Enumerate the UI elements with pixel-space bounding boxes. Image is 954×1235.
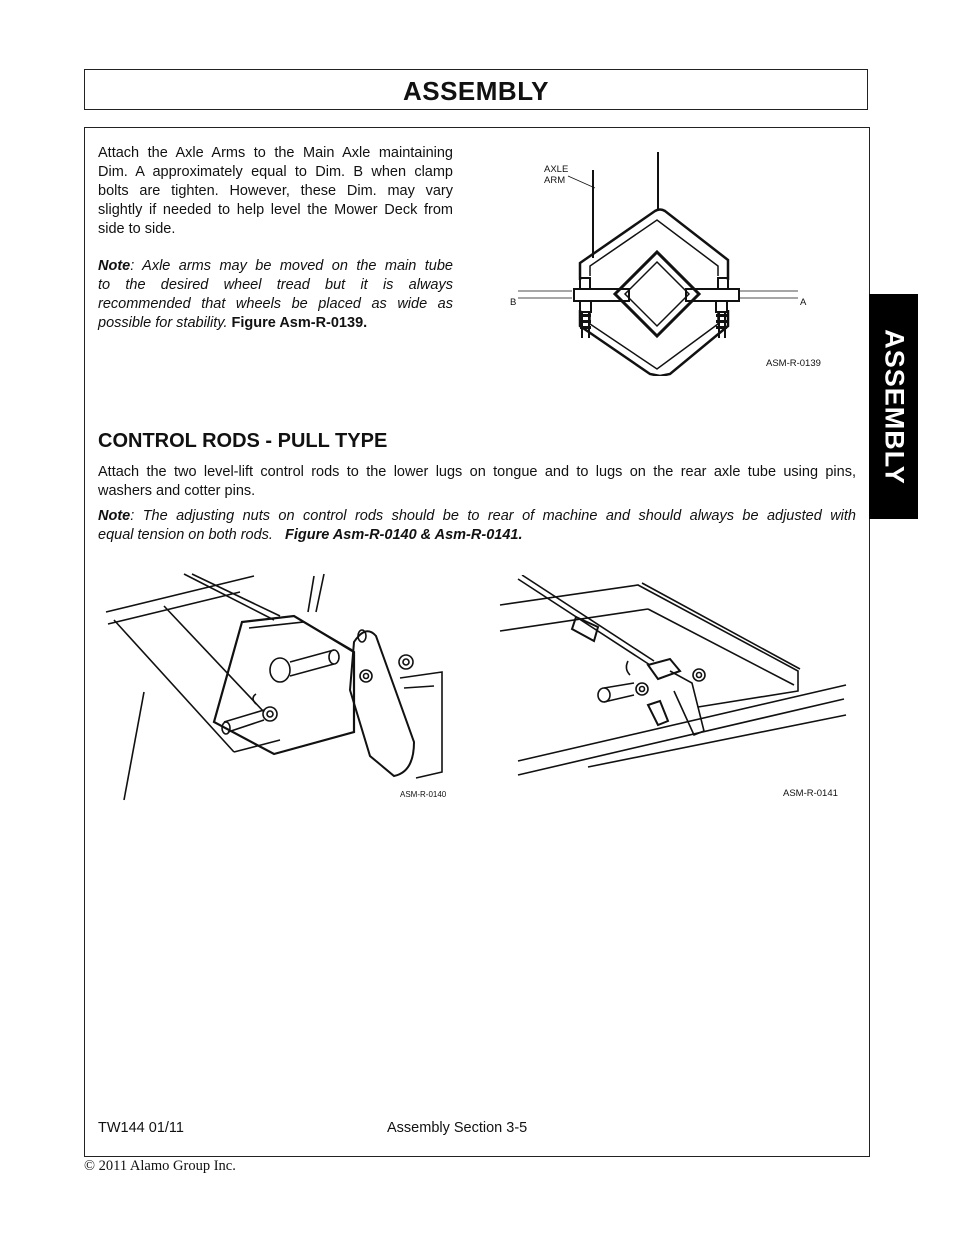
footer-section: Assembly Section 3-5 — [387, 1120, 528, 1136]
control-rods-note — [98, 507, 856, 545]
section-heading: CONTROL RODS - PULL TYPE — [98, 430, 388, 452]
note-text: recommended that wheels be placed as wide as — [98, 296, 453, 312]
note-text: equal tension on both rods. — [98, 527, 273, 543]
note-text: to the desired wheel tread but it is always — [98, 277, 453, 293]
label-axle-arm — [544, 164, 568, 186]
control-rods-paragraph — [98, 463, 856, 501]
label-arm: ARM — [544, 175, 566, 186]
footer-copyright: © 2011 Alamo Group Inc. — [84, 1158, 236, 1174]
figure-caption-0139: ASM-R-0139 — [766, 358, 821, 369]
note-label: Note — [98, 258, 131, 274]
intro-line: side to side. — [98, 221, 176, 237]
intro-line: bolts are tighten. However, these Dim. may vary — [98, 183, 453, 199]
note-text: possible for stability. — [98, 315, 228, 331]
intro-paragraph — [98, 144, 453, 239]
control-rod-axle-figure — [498, 575, 850, 787]
dimension-a-label: A — [800, 297, 807, 308]
intro-note — [98, 257, 453, 333]
intro-line: slightly if needed to help level the Mower Deck from — [98, 202, 453, 218]
note-label: Note — [98, 508, 131, 524]
side-tab-label: ASSEMBLY — [879, 328, 909, 485]
paragraph-line: washers and cotter pins. — [98, 483, 256, 499]
section-side-tab — [869, 294, 918, 519]
footer-model-date: TW144 01/11 — [98, 1120, 184, 1136]
paragraph-line: Attach the two level-lift control rods to the lower lugs on tongue and to lugs on the rear axle tube using pins, — [98, 464, 856, 480]
figure-caption-0141: ASM-R-0141 — [783, 788, 838, 799]
note-text: : The adjusting nuts on control rods should be to rear of machine and should always be adjusted with — [130, 508, 856, 524]
intro-line: Attach the Axle Arms to the Main Axle maintaining — [98, 145, 453, 161]
label-axle: AXLE — [544, 164, 569, 175]
intro-line: Dim. A approximately equal to Dim. B when clamp — [98, 164, 453, 180]
dimension-b-label: B — [510, 297, 517, 308]
page-title: ASSEMBLY — [402, 76, 550, 106]
figure-caption-0140: ASM-R-0140 — [400, 790, 447, 799]
note-text: : Axle arms may be moved on the main tube — [130, 258, 453, 274]
control-rod-tongue-figure — [104, 572, 454, 804]
page-header — [84, 69, 868, 110]
note-figure-ref: Figure Asm-R-0140 & Asm-R-0141. — [285, 527, 523, 543]
note-figure-ref: Figure Asm-R-0139. — [231, 315, 368, 331]
